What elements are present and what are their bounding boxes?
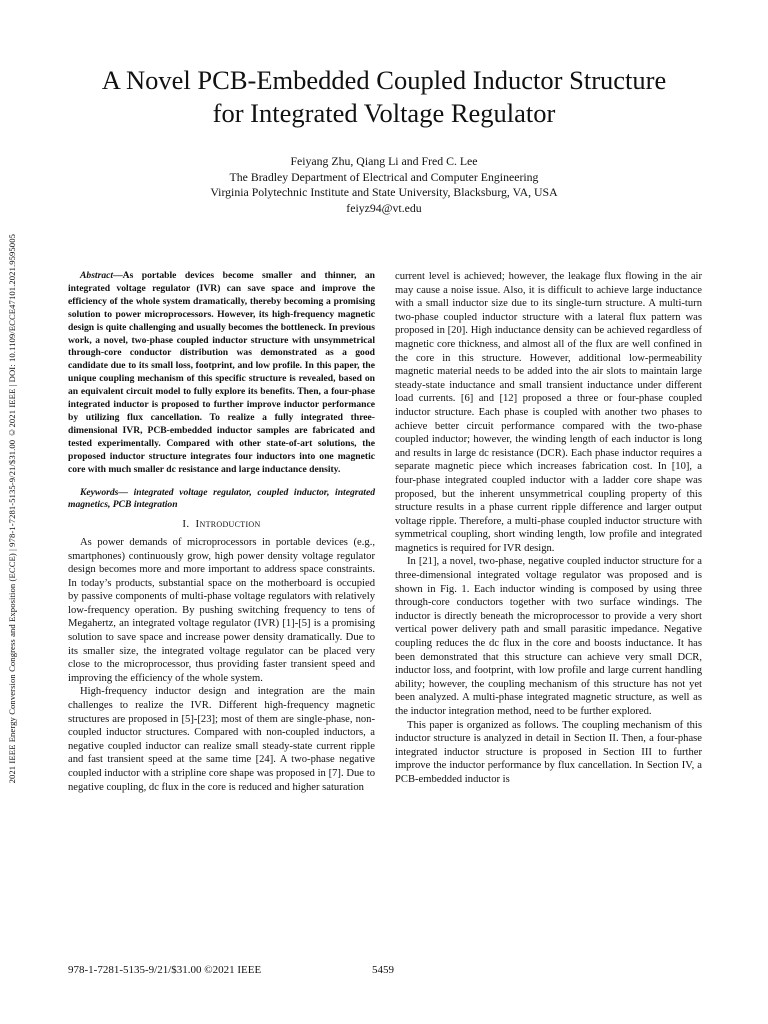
footer-copyright: 978-1-7281-5135-9/21/$31.00 ©2021 IEEE (68, 964, 262, 976)
page-number: 5459 (372, 964, 394, 976)
right-column (395, 270, 702, 787)
intro-paragraph-1: As power demands of microprocessors in portable devices (e.g., smartphones) continuously grow, high power density voltage regulator design becomes more and more important to address space constraints. In today’s products, substantial space on the motherboard is occupied by passive components of multi-phase voltage regulators with relatively low-frequency operation. By pushing switching frequency to tens of Megahertz, an integrated voltage regulator (IVR) [1]-[5] is a promising solution to save space and increase power density dramatically. Due to its smaller size, the integrated voltage regulator can be placed very close to the microprocessor, thus providing faster transient speed and improving the efficiency of the whole system. (68, 536, 375, 684)
keywords-text: integrated voltage regulator, coupled inductor, integrated magnetics, PCB integration (68, 486, 375, 511)
affiliation-department: The Bradley Department of Electrical and Computer Engineering (229, 169, 539, 184)
section-heading-introduction (68, 518, 375, 532)
paper-title (40, 64, 728, 130)
abstract (68, 270, 375, 477)
author-email: feiyz94@vt.edu (346, 200, 422, 215)
doi-side-note (2, 184, 22, 834)
keywords-label: Keywords— (80, 486, 128, 498)
author-block (40, 154, 728, 216)
left-column (68, 270, 375, 794)
intro-paragraph-2: High-frequency inductor design and integration are the main challenges to realize the IVR. Different high-frequency magnetic structures are proposed in [5]-[23]; most of them are single-phase, non-coupled inductor structures. Compared with non-coupled inductors, a negative coupled inductor can realize small steady-state current ripple and fast transient speed at the same time [24]. A two-phase negative coupled inductor with a stripline core shape was proposed in [7]. Due to negative coupling, dc flux in the core is reduced and higher saturation (68, 686, 375, 793)
abstract-text: —As portable devices become smaller and thinner, an integrated voltage regulator (IVR) can save space and improve the efficiency of the whole system dramatically, thereby becoming a promising solution to power microprocessors. However, its high-frequency magnetic design is quite challenging and usually becomes the bottleneck. In previous work, a novel, two-phase coupled inductor structure with unsymmetrical through-core conductor distribution was demonstrated as a good candidate due to its small loss, footprint, and low profile. In this paper, the unique coupling mechanism of this specific structure is revealed, based on an equivalent circuit model to fully explore its benefits. Then, a four-phase integrated inductor is proposed to further improve inductor performance by utilizing flux cancellation. To realize a fully integrated three-dimensional IVR, PCB-embedded inductor samples are fabricated and tested experimentally. Compared with other state-of-art solutions, the proposed inductor structure integrates four inductors into one magnetic core with much smaller dc resistance and large inductance density. (68, 270, 375, 475)
doi-side-note-text: 2021 IEEE Energy Conversion Congress and Exposition (ECCE) | 978-1-7281-5135-9/21/$31.00 ©2021 IEEE | DOI: 10.1109/ECCE47101.2021.9595005 (7, 234, 17, 784)
title-line-2: for Integrated Voltage Regulator (212, 98, 556, 128)
section-number: I. (182, 518, 190, 531)
abstract-label: Abstract (80, 270, 114, 281)
keywords (68, 487, 375, 513)
affiliation-university: Virginia Polytechnic Institute and State University, Blacksburg, VA, USA (210, 185, 558, 199)
right-paragraph-1: current level is achieved; however, the leakage flux flowing in the air may cause a noise issue. Also, it is difficult to achieve large inductance with a small inductor size due to its single-turn structure. A multi-turn two-phase coupled inductor structure with a lateral flux pattern was proposed in [20]. High inductance density can be achieved regardless of magnetic core thickness, and almost all of the flux are well confined in the core in this structure. However, additional low-permeability magnetic material needs to be added into the air slots to maintain large steady-state inductance and small transient inductance under different load currents. [6] and [12] proposed a three or four-phase coupled inductor structure. Each phase is coupled with another two phases to achieve better circuit performance compared with the two-phase coupled inductor; however, the winding length of each inductor is long and results in large dc resistance (DCR). Each phase inductor requires a separate magnetic piece which increases fabrication cost. In [10], a four-phase integrated coupled inductor with a ladder core shape was proposed, but the inherent unsymmetrical coupling property of this structure results in a phase current ripple difference and larger output voltage ripple. Therefore, a multi-phase coupled inductor structure with symmetrical coupling, short winding length, low profile and integrated magnetics is required for IVR design. (395, 271, 702, 554)
section-title: Introduction (195, 518, 261, 531)
title-line-1: A Novel PCB-Embedded Coupled Inductor Structure (101, 65, 667, 95)
right-paragraph-2: In [21], a novel, two-phase, negative coupled inductor structure for a three-dimensional integrated voltage regulator was proposed and is shown in Fig. 1. Each inductor winding is composed by using three through-core conductors together with two surface windings. The inductor is directly beneath the microprocessor to provide a very short vertical power delivery path and small parasitic impedance. Negative coupling reduces the dc flux in the core and boosts inductance. It has been demonstrated that this structure can achieve very small DCR, inductor loss, and footprint, with low profile and large current handling ability; however, the coupling mechanism of this structure has not yet been analyzed. A multi-phase integrated magnetic structure, as well as the inductor integration method, need to be further explored. (395, 556, 702, 717)
author-names: Feiyang Zhu, Qiang Li and Fred C. Lee (290, 154, 478, 168)
right-paragraph-3: This paper is organized as follows. The coupling mechanism of this inductor structure is analyzed in detail in Section II. Then, a four-phase integrated inductor structure is proposed in Section III to further improve the inductor performance by flux cancellation. In Section IV, a PCB-embedded inductor is (395, 719, 702, 785)
